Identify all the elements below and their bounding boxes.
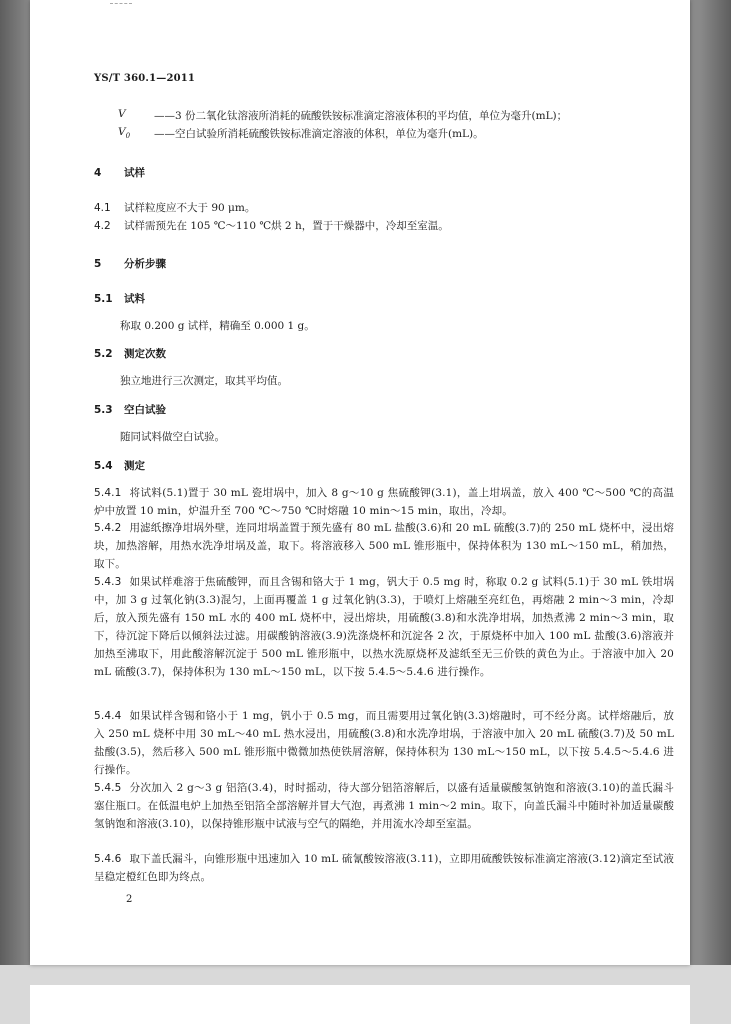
clause-5-4-2: 5.4.2 用滤纸擦净坩埚外壁，连同坩埚盖置于预先盛有 80 mL 盐酸(3.6)和 20 mL 硫酸(3.7)的 250 mL 烧杯中，浸出熔块，加热溶解，用热水洗净坩埚及盖，取下。将溶液移入 500 mL 锥形瓶中，保持体积为 130 mL～150 mL，稍加热，取下。 [94,522,674,570]
page-number: 2 [126,894,133,905]
clause-5-4-4: 5.4.4 如果试样含锡和铬小于 1 mg，钒小于 0.5 mg，而且需要用过氧化钠(3.3)熔融时，可不经分离。试样熔融后，放入 250 mL 烧杯中用 30 mL～40 mL 热水浸出，用硫酸(3.8)和水洗净坩埚，于溶液中加入 20 mL 硫酸(3.7)及 50 mL 盐酸(3.5)，然后移入 500 mL 锥形瓶中微微加热使铁屑溶解，保持体积为 130 mL～150 mL，以下按 5.4.5～5.4.6 进行操作。 [94,710,674,776]
standard-code: YS/T 360.1—2011 [94,73,196,84]
section-5-2-heading: 5.2 测定次数 [94,348,166,360]
section-5-3-heading: 5.3 空白试验 [94,404,166,416]
symbol-v0: $V_0$ [118,126,131,141]
page-top-mark [110,0,132,4]
section-5-3-body: 随同试料做空白试验。 [120,431,225,443]
document-page[interactable] [30,0,690,965]
clause-5-4-1: 5.4.1 将试料(5.1)置于 30 mL 瓷坩埚中，加入 8 g～10 g 焦硫酸钾(3.1)，盖上坩埚盖，放入 400 ℃～500 ℃的高温炉中放置 10 min，炉温升至 700 ℃～750 ℃时熔融 10 min～15 min，取出，冷却。 [94,487,674,517]
symbol-v: V [118,108,126,120]
section-4-heading: 4 试样 [94,167,145,179]
section-5-4-heading: 5.4 测定 [94,460,145,472]
clause-4-2: 4.2 试样需预先在 105 ℃～110 ℃烘 2 h，置于干燥器中，冷却至室温。 [94,220,449,232]
symbol-v0-definition: ——空白试验所消耗硫酸铁铵标准滴定溶液的体积，单位为毫升(mL)。 [154,128,484,140]
section-5-1-body: 称取 0.200 g 试样，精确至 0.000 1 g。 [120,320,315,332]
clause-5-4-3: 5.4.3 如果试样难溶于焦硫酸钾，而且含锡和铬大于 1 mg，钒大于 0.5 mg 时，称取 0.2 g 试料(5.1)于 30 mL 铁坩埚中，加 3 g 过氧化钠(3.3)混匀，上面再覆盖 1 g 过氧化钠(3.3)，于喷灯上熔融至亮红色，再熔融 2 min～3 min，冷却后，放入预先盛有 150 mL 水的 400 mL 烧杯中，浸出熔块，用硫酸(3.8)和水洗净坩埚，加热煮沸 2 min～3 min，取下，待沉淀下降后以倾斜法过滤。用碳酸钠溶液(3.9)洗涤烧杯和沉淀各 2 次，于原烧杯中加入 100 mL 盐酸(3.6)溶液并加热至沸取下，用此酸溶解沉淀于 500 mL 锥形瓶中，以热水洗原烧杯及滤纸至无三价铁的黄色为止。于溶液中加入 20 mL 硫酸(3.7)，保持体积为 130 mL～150 mL，以下按 5.4.5～5.4.6 进行操作。 [94,576,674,678]
clause-4-1: 4.1 试样粒度应不大于 90 μm。 [94,202,256,214]
next-document-page[interactable] [30,985,690,1024]
section-5-2-body: 独立地进行三次测定，取其平均值。 [120,375,288,387]
clause-5-4-6: 5.4.6 取下盖氏漏斗，向锥形瓶中迅速加入 10 mL 硫氰酸铵溶液(3.11)，立即用硫酸铁铵标准滴定溶液(3.12)滴定至试液呈稳定橙红色即为终点。 [94,853,674,883]
symbol-v-definition: ——3 份二氧化钛溶液所消耗的硫酸铁铵标准滴定溶液体积的平均值，单位为毫升(mL)； [154,110,568,122]
section-5-heading: 5 分析步骤 [94,258,166,270]
section-5-1-heading: 5.1 试料 [94,293,145,305]
clause-5-4-5: 5.4.5 分次加入 2 g～3 g 铝箔(3.4)，时时摇动，待大部分铝箔溶解后，以盛有适量碳酸氢钠饱和溶液(3.10)的盖氏漏斗塞住瓶口。在低温电炉上加热至铝箔全部溶解并冒大气泡，再煮沸 1 min～2 min。取下，向盖氏漏斗中随时补加适量碳酸氢钠饱和溶液(3.10)，以保持锥形瓶中试液与空气的隔绝，并用流水冷却至室温。 [94,782,674,830]
